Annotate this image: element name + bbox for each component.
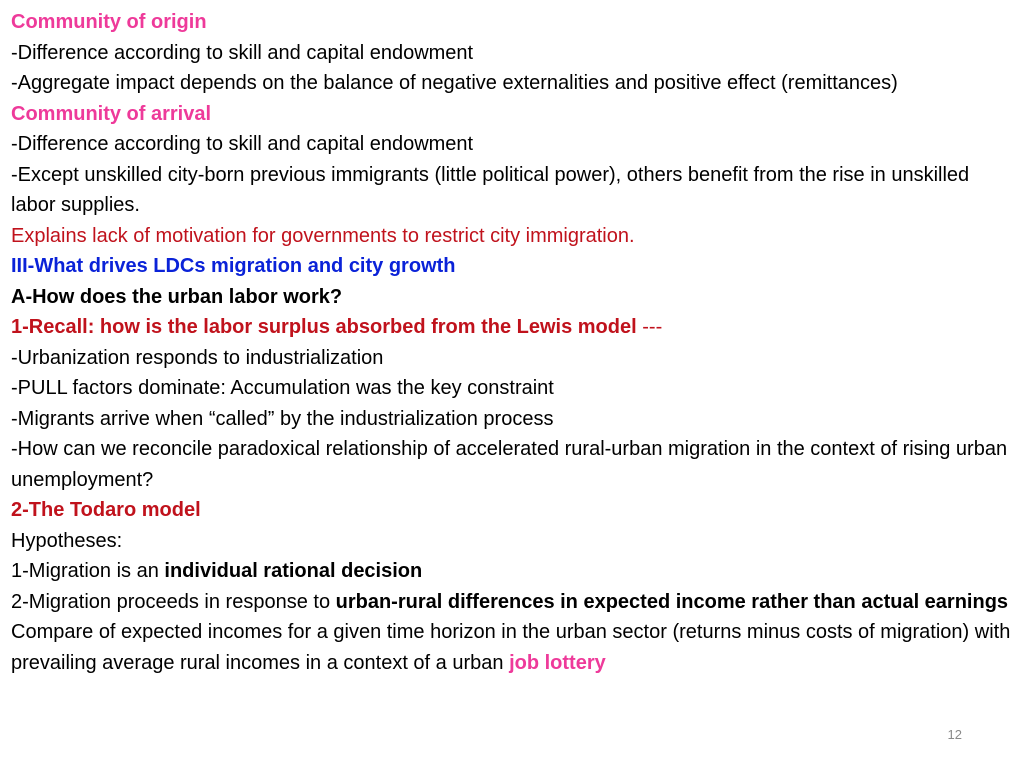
- heading-todaro-model: 2-The Todaro model: [11, 499, 201, 521]
- recall-lewis-line: [11, 312, 1011, 343]
- compare-text: Compare of expected incomes for a given time horizon in the urban sector (returns minus costs of migration) with prevailing average rural incomes in a context of a urban: [11, 621, 1011, 674]
- heading-community-of-arrival: Community of arrival: [11, 102, 212, 125]
- bullet-origin-skill: -Difference according to skill and capital endowment: [11, 41, 474, 64]
- job-lottery-emphasis: job lottery: [509, 651, 606, 674]
- compare-expected-incomes: [11, 617, 1011, 678]
- hypothesis-1-emphasis: individual rational decision: [164, 560, 423, 582]
- explains-lack-of-motivation: Explains lack of motivation for governments to restrict city immigration.: [11, 224, 635, 247]
- hypothesis-1-text: 1-Migration is an: [11, 560, 165, 582]
- hypothesis-2: [11, 587, 1011, 618]
- bullet-pull-factors: -PULL factors dominate: Accumulation was the key constraint: [11, 377, 554, 399]
- subheading-a: A-How does the urban labor work?: [11, 285, 343, 308]
- bullet-migrants-arrive: -Migrants arrive when “called” by the industrialization process: [11, 407, 554, 430]
- hypothesis-1: [11, 556, 1011, 587]
- page-number: 12: [947, 727, 962, 742]
- recall-lewis-heading: 1-Recall: how is the labor surplus absorbed from the Lewis model: [11, 316, 637, 338]
- hypotheses-label: Hypotheses:: [11, 529, 123, 552]
- heading-community-of-origin: Community of origin: [11, 11, 207, 33]
- bullet-arrival-except-unskilled: -Except unskilled city-born previous immigrants (little political power), others benefit from the rise in unskilled labor supplies.: [11, 163, 970, 216]
- bullet-origin-aggregate-impact: -Aggregate impact depends on the balance of negative externalities and positive effect (remittances): [11, 72, 898, 94]
- bullet-reconcile-paradox: -How can we reconcile paradoxical relationship of accelerated rural-urban migration in the context of rising urban unemployment?: [11, 438, 1008, 491]
- slide-body: [11, 7, 1011, 678]
- recall-lewis-dashes: ---: [636, 316, 663, 338]
- bullet-urbanization: -Urbanization responds to industrialization: [11, 346, 384, 369]
- section-heading-iii: III-What drives LDCs migration and city growth: [11, 255, 456, 277]
- hypothesis-2-text: 2-Migration proceeds in response to: [11, 590, 336, 613]
- bullet-arrival-skill: -Difference according to skill and capital endowment: [11, 133, 474, 155]
- hypothesis-2-emphasis: urban-rural differences in expected income rather than actual earnings: [335, 590, 1009, 613]
